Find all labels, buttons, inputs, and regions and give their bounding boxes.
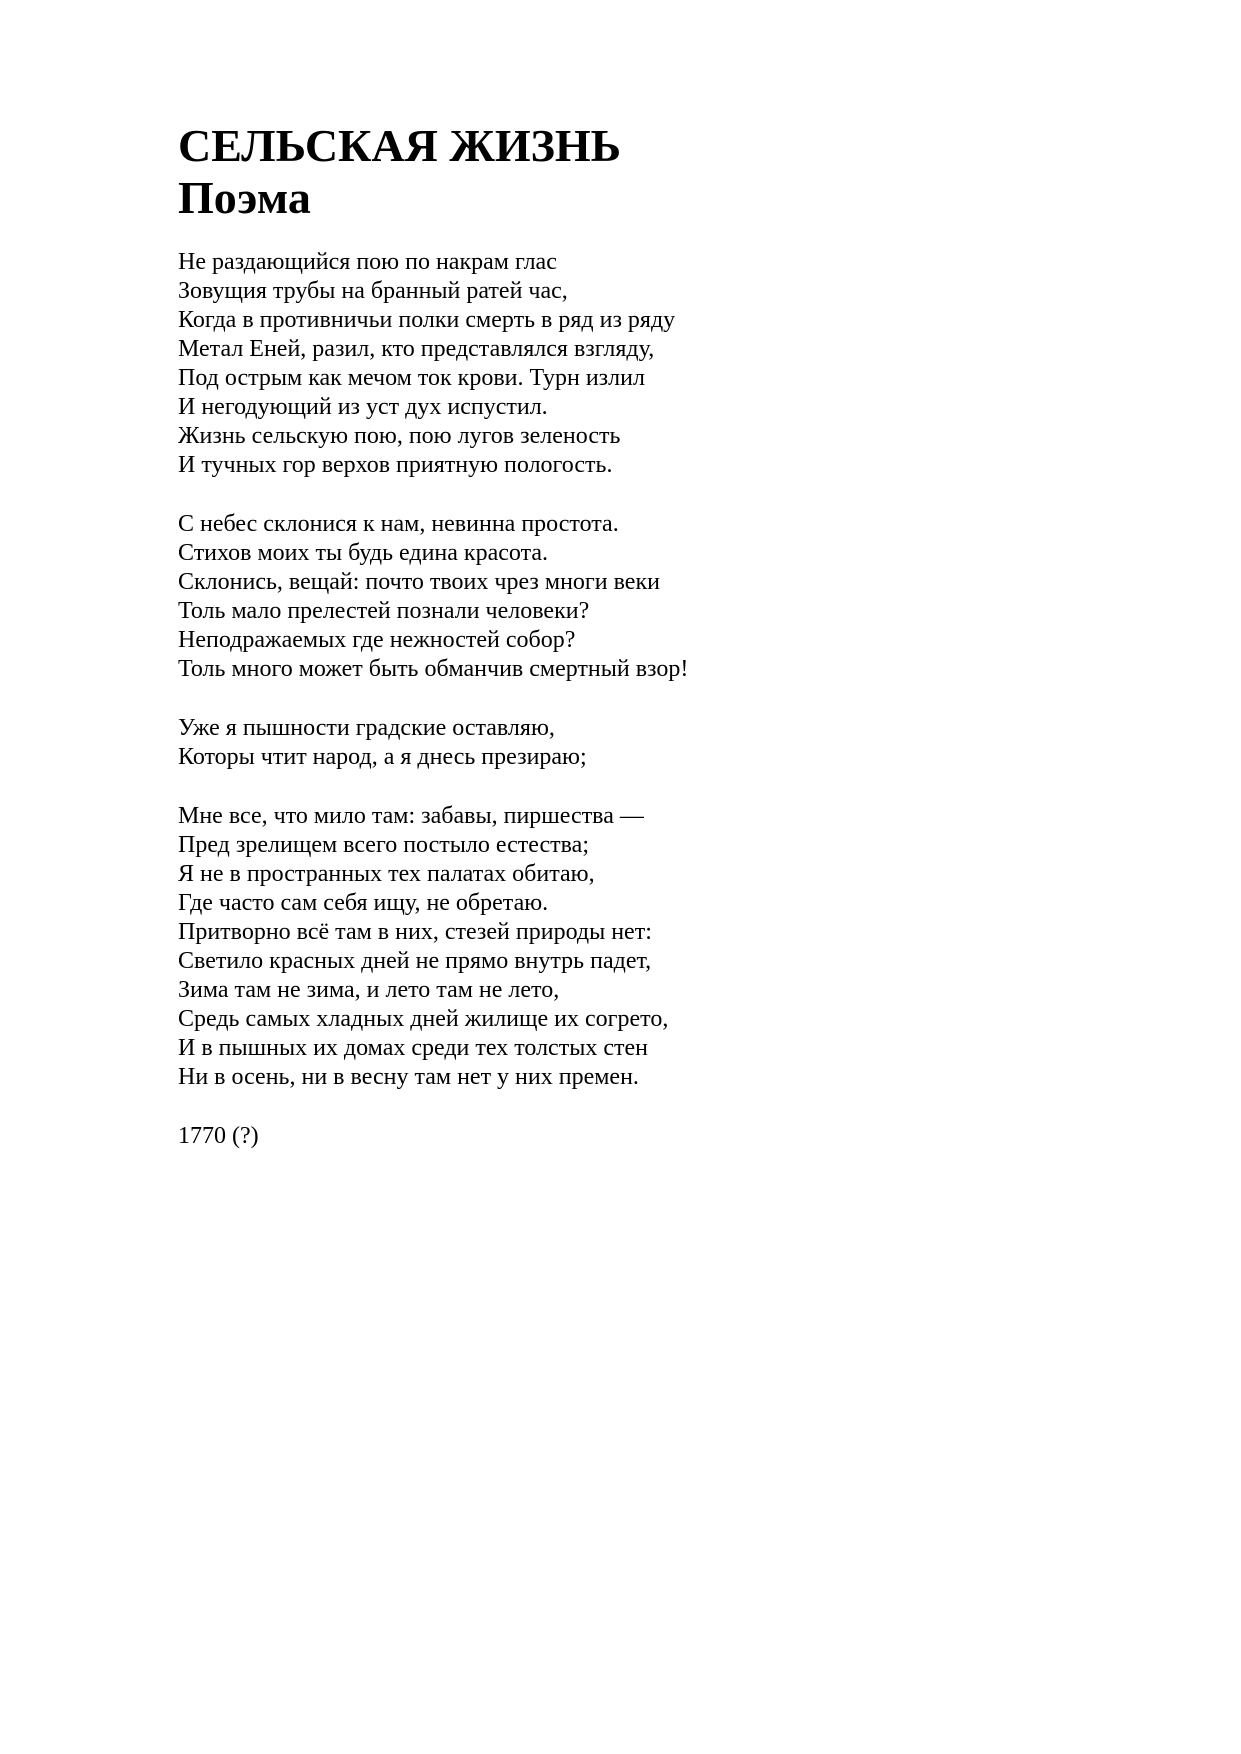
poem-date: 1770 (?) [178,1123,259,1149]
verse-line: И в пышных их домах среди тех толстых стен [178,1035,648,1061]
verse-line: Я не в пространных тех палатах обитаю, [178,861,595,887]
verse-line: Жизнь сельскую пою, пою лугов зеленость [178,423,621,449]
verse-line: Где часто сам себя ищу, не обретаю. [178,890,549,916]
verse-line: С небес склонися к нам, невинна простота. [178,511,619,537]
verse-line: Толь много может быть обманчив смертный взор! [178,656,689,682]
poem-subtitle: Поэма [178,172,311,223]
stanza-1 [178,248,1078,480]
verse-line: Под острым как мечом ток крови. Турн излил [178,365,645,391]
verse-line: Ни в осень, ни в весну там нет у них премен. [178,1064,639,1090]
verse-line: Пред зрелищем всего постыло естества; [178,832,589,858]
stanza-3 [178,714,1078,772]
verse-line: И тучных гор верхов приятную пологость. [178,452,613,478]
verse-line: Уже я пышности градские оставляю, [178,715,555,741]
verse-line: Метал Еней, разил, кто представлялся взгляду, [178,336,655,362]
verse-line: Притворно всё там в них, стезей природы нет: [178,919,652,945]
stanza-2 [178,510,1078,684]
poem-content [178,120,1078,1151]
verse-line: Когда в противничьи полки смерть в ряд из ряду [178,307,676,333]
verse-line: Светило красных дней не прямо внутрь падет, [178,948,652,974]
verse-line: Средь самых хладных дней жилище их согрето, [178,1006,669,1032]
verse-line: Которы чтит народ, а я днесь презираю; [178,744,587,770]
verse-line: Зовущия трубы на бранный ратей час, [178,278,568,304]
poem-title: СЕЛЬСКАЯ ЖИЗНЬ [178,120,622,171]
stanza-4 [178,802,1078,1092]
verse-line: Мне все, что мило там: забавы, пиршества — [178,803,644,829]
verse-line: Склонись, вещай: почто твоих чрез многи веки [178,569,660,595]
verse-line: Толь мало прелестей познали человеки? [178,598,590,624]
verse-line: Не раздающийся пою по накрам глас [178,249,557,275]
title-spacer [178,224,1078,248]
verse-line: Стихов моих ты будь едина красота. [178,540,548,566]
verse-line: И негодующий из уст дух испустил. [178,394,548,420]
verse-line: Зима там не зима, и лето там не лето, [178,977,560,1003]
verse-line: Неподражаемых где нежностей собор? [178,627,576,653]
